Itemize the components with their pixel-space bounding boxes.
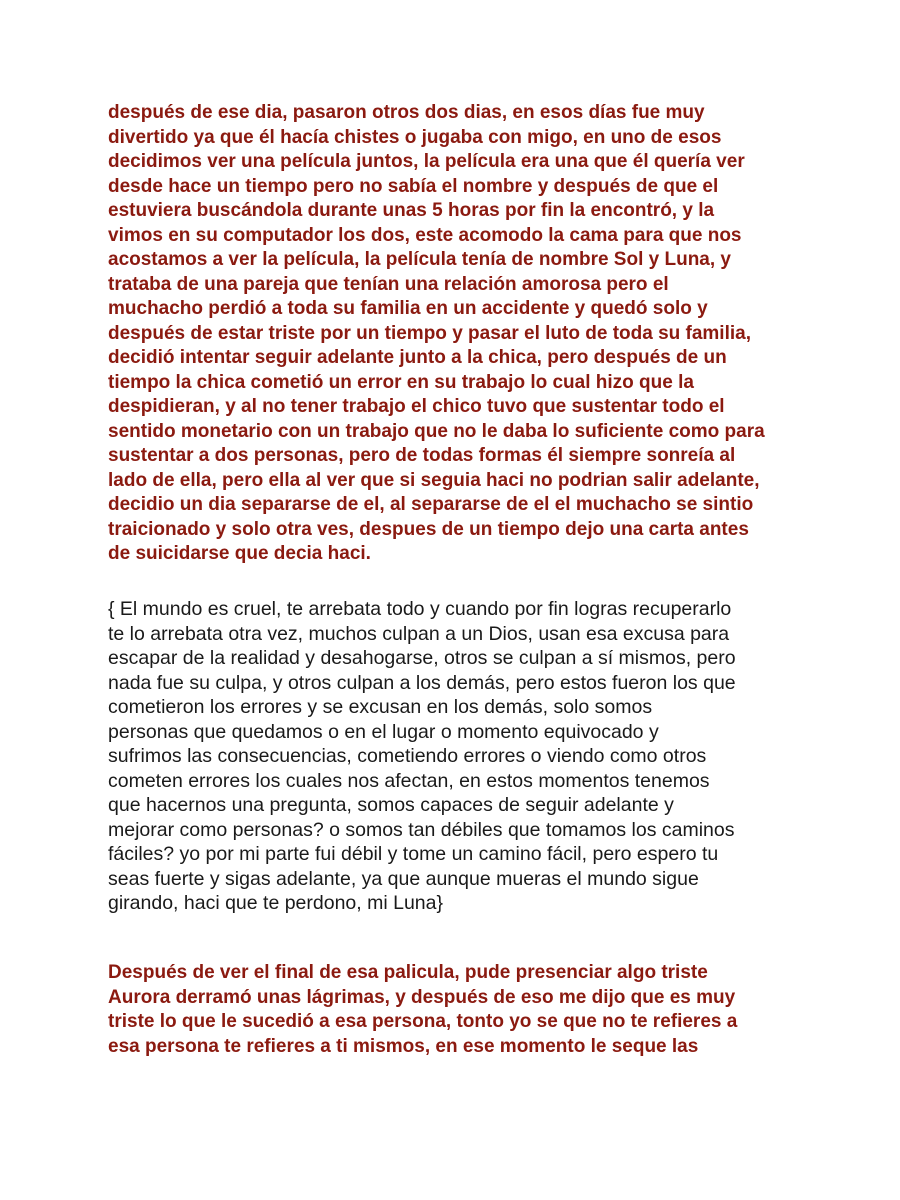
text-line: estuviera buscándola durante unas 5 horas por fin la encontró, y la — [108, 200, 715, 221]
text-line: decidió intentar seguir adelante junto a la chica, pero después de un — [108, 347, 727, 368]
text-line: girando, haci que te perdono, mi Luna} — [108, 892, 443, 914]
text-line: triste lo que le sucedió a esa persona, tonto yo se que no te refieres a — [108, 1011, 738, 1032]
text-line: tiempo la chica cometió un error en su trabajo lo cual hizo que la — [108, 371, 694, 393]
text-line: sustentar a dos personas, pero de todas formas él siempre sonreía al — [108, 445, 736, 466]
text-line: de suicidarse que decia haci. — [108, 543, 371, 564]
narrative-paragraph-1 — [108, 101, 808, 567]
narrative-paragraph-2 — [108, 961, 808, 1059]
text-line: seas fuerte y sigas adelante, ya que aunque mueras el mundo sigue — [108, 867, 699, 890]
text-line: divertido ya que él hacía chistes o jugaba con migo, en uno de esos — [108, 126, 722, 148]
text-line: nada fue su culpa, y otros culpan a los demás, pero estos fueron los que — [108, 671, 736, 694]
text-line: sentido monetario con un trabajo que no le daba lo suficiente como para — [108, 420, 765, 442]
text-line: trataba de una pareja que tenían una relación amorosa pero el — [108, 273, 669, 295]
text-line: cometieron los errores y se excusan en los demás, solo somos — [108, 696, 653, 718]
text-line: Aurora derramó unas lágrimas, y después de eso me dijo que es muy — [108, 986, 736, 1008]
text-line: escapar de la realidad y desahogarse, otros se culpan a sí mismos, pero — [108, 647, 736, 669]
text-line: sufrimos las consecuencias, cometiendo errores o viendo como otros — [108, 745, 707, 767]
text-line: muchacho perdió a toda su familia en un accidente y quedó solo y — [108, 298, 708, 319]
text-line: Después de ver el final de esa palicula, pude presenciar algo triste — [108, 962, 708, 983]
text-line: te lo arrebata otra vez, muchos culpan a un Dios, usan esa excusa para — [108, 622, 730, 645]
text-line: esa persona te refieres a ti mismos, en ese momento le seque las — [108, 1035, 699, 1057]
text-line: vimos en su computador los dos, este acomodo la cama para que nos — [108, 224, 742, 246]
text-line: decidimos ver una película juntos, la película era una que él quería ver — [108, 151, 745, 172]
text-line: después de estar triste por un tiempo y pasar el luto de toda su familia, — [108, 322, 751, 344]
text-line: cometen errores los cuales nos afectan, en estos momentos tenemos — [108, 769, 710, 792]
text-line: { El mundo es cruel, te arrebata todo y cuando por fin logras recuperarlo — [108, 598, 732, 620]
letter-paragraph — [108, 597, 808, 916]
text-line: lado de ella, pero ella al ver que si seguia haci no podrian salir adelante, — [108, 469, 760, 491]
text-line: traicionado y solo otra ves, despues de un tiempo dejo una carta antes — [108, 518, 749, 540]
text-line: que hacernos una pregunta, somos capaces de seguir adelante y — [108, 794, 674, 816]
text-line: despidieran, y al no tener trabajo el chico tuvo que sustentar todo el — [108, 396, 725, 417]
text-line: después de ese dia, pasaron otros dos dias, en esos días fue muy — [108, 102, 705, 123]
text-line: fáciles? yo por mi parte fui débil y tome un camino fácil, pero espero tu — [108, 843, 719, 865]
text-line: mejorar como personas? o somos tan débiles que tomamos los caminos — [108, 818, 735, 841]
text-line: acostamos a ver la película, la película tenía de nombre Sol y Luna, y — [108, 249, 732, 270]
text-line: desde hace un tiempo pero no sabía el nombre y después de que el — [108, 175, 719, 197]
text-line: decidio un dia separarse de el, al separarse de el el muchacho se sintio — [108, 494, 754, 515]
text-line: personas que quedamos o en el lugar o momento equivocado y — [108, 720, 659, 743]
